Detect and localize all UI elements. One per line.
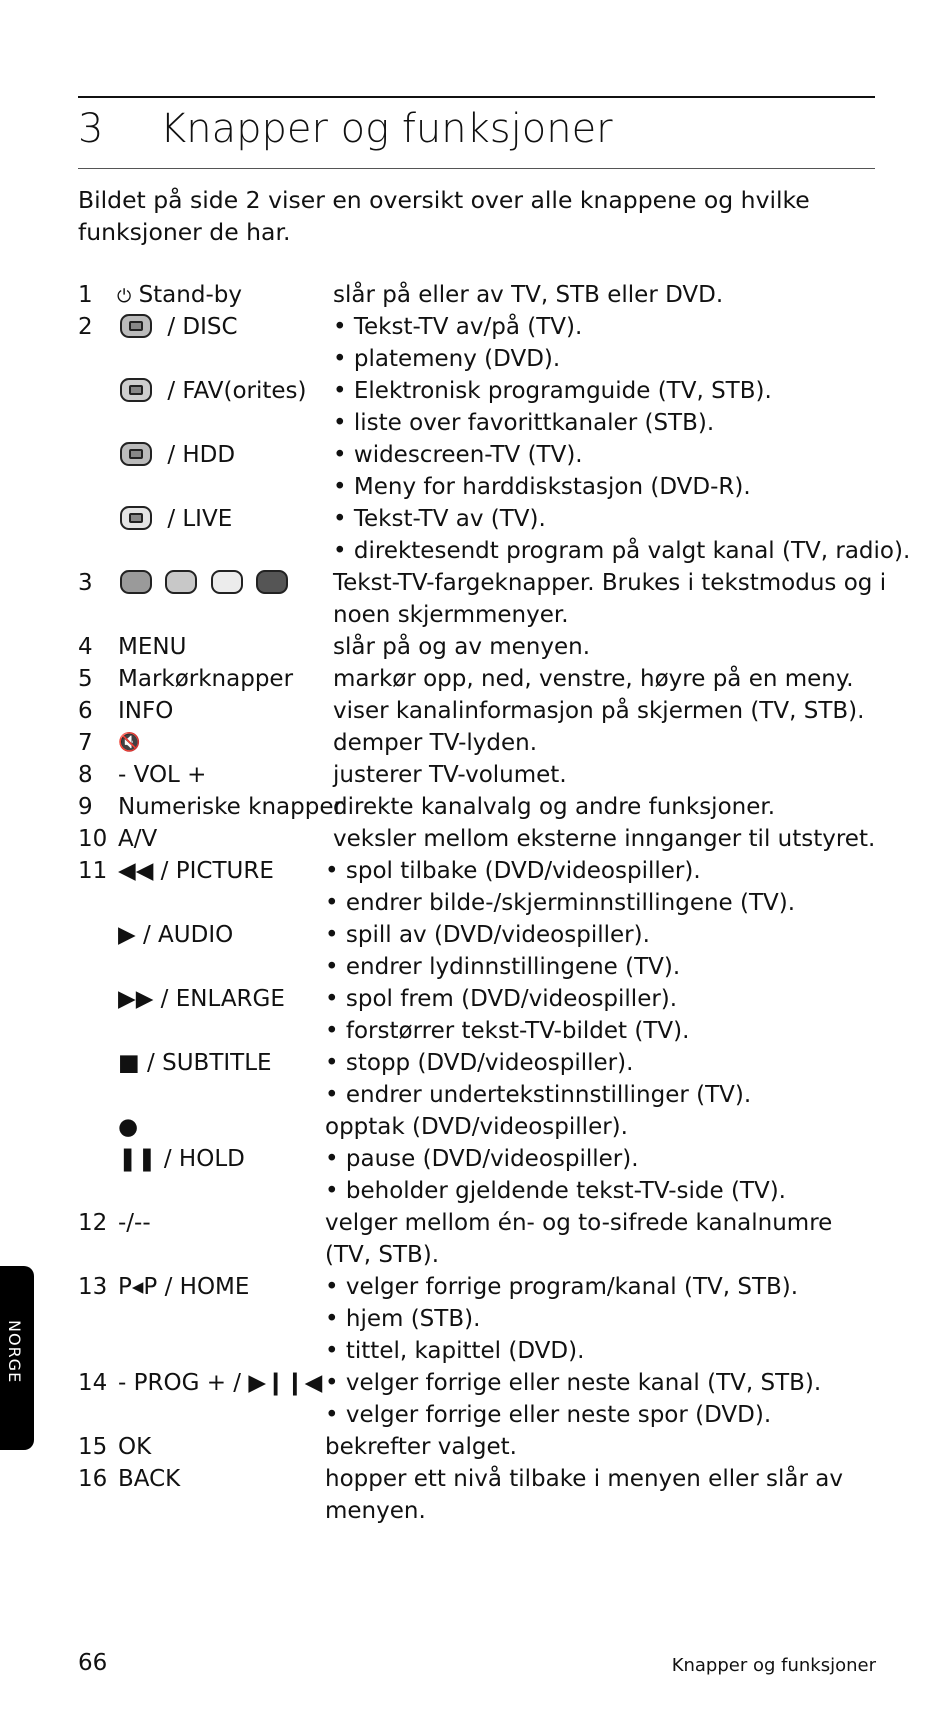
item-description: • velger forrige program/kanal (TV, STB).	[325, 1274, 799, 1300]
item-number: 1	[78, 282, 93, 308]
chapter-title: Knapper og funksjoner	[160, 106, 613, 152]
blue-button-icon	[256, 570, 288, 594]
item-description: • endrer lydinnstillingene (TV).	[325, 954, 681, 980]
key-label: ■ / SUBTITLE	[118, 1050, 272, 1076]
item-description: • endrer bilde-/skjerminnstillingene (TV).	[325, 890, 796, 916]
item-description: noen skjermmenyer.	[333, 602, 569, 628]
item-number: 7	[78, 730, 93, 756]
hdd-button-icon	[120, 442, 152, 466]
key-label: ◀◀ / PICTURE	[118, 858, 274, 884]
top-rule	[78, 96, 875, 98]
item-number: 6	[78, 698, 93, 724]
item-description: • velger forrige eller neste kanal (TV, STB).	[325, 1370, 822, 1396]
item-description: • spill av (DVD/videospiller).	[325, 922, 650, 948]
key-label: A/V	[118, 826, 158, 852]
item-description: • tittel, kapittel (DVD).	[325, 1338, 585, 1364]
mute-icon: 🔇	[118, 732, 141, 753]
item-description: • Meny for harddiskstasjon (DVD-R).	[333, 474, 751, 500]
item-description: • beholder gjeldende tekst-TV-side (TV).	[325, 1178, 786, 1204]
item-description: • spol tilbake (DVD/videospiller).	[325, 858, 701, 884]
item-number: 4	[78, 634, 93, 660]
page-number: 66	[78, 1650, 108, 1676]
item-description: • spol frem (DVD/videospiller).	[325, 986, 678, 1012]
red-button-icon	[120, 570, 152, 594]
item-description: • liste over favorittkanaler (STB).	[333, 410, 715, 436]
item-number: 13	[78, 1274, 108, 1300]
key-label: ▶▶ / ENLARGE	[118, 986, 285, 1012]
item-description: direkte kanalvalg og andre funksjoner.	[333, 794, 776, 820]
item-description: justerer TV-volumet.	[333, 762, 567, 788]
item-number: 3	[78, 570, 93, 596]
item-number: 5	[78, 666, 93, 692]
key-label: ▶ / AUDIO	[118, 922, 234, 948]
item-description: • endrer undertekstinnstillinger (TV).	[325, 1082, 752, 1108]
footer-title: Knapper og funksjoner	[671, 1655, 876, 1676]
item-description: (TV, STB).	[325, 1242, 440, 1268]
record-icon: ●	[118, 1114, 139, 1140]
intro-paragraph: Bildet på side 2 viser en oversikt over alle knappene og hvilke funksjoner de har.	[78, 186, 810, 246]
item-number: 2	[78, 314, 93, 340]
key-label: BACK	[118, 1466, 181, 1492]
item-description: slår på og av menyen.	[333, 634, 591, 660]
language-side-tab-label: NORGE	[5, 1320, 24, 1384]
key-label: OK	[118, 1434, 152, 1460]
chapter-number: 3	[78, 106, 104, 152]
fav-button-icon	[120, 378, 152, 402]
item-description: • Elektronisk programguide (TV, STB).	[333, 378, 772, 404]
key-label: / HDD	[120, 439, 235, 471]
item-description: bekrefter valget.	[325, 1434, 517, 1460]
key-label: MENU	[118, 634, 187, 660]
key-label: Numeriske knapper	[118, 794, 343, 820]
item-description: • platemeny (DVD).	[333, 346, 561, 372]
item-description: hopper ett nivå tilbake i menyen eller slår av	[325, 1466, 843, 1492]
title-rule	[78, 168, 875, 169]
disc-button-icon	[120, 314, 152, 338]
item-description: • widescreen-TV (TV).	[333, 442, 583, 468]
key-label: / FAV(orites)	[120, 375, 307, 407]
key-label: ⏻ Stand-by	[117, 282, 242, 308]
item-description: velger mellom én- og to-sifrede kanalnumre	[325, 1210, 833, 1236]
item-description: • forstørrer tekst-TV-bildet (TV).	[325, 1018, 690, 1044]
item-number: 14	[78, 1370, 108, 1396]
key-label: - VOL +	[118, 762, 207, 788]
item-description: opptak (DVD/videospiller).	[325, 1114, 628, 1140]
key-label: ❚❚ / HOLD	[118, 1146, 245, 1172]
key-label: - PROG + / ▶❙❙◀	[118, 1370, 323, 1396]
item-description: • Tekst-TV av/på (TV).	[333, 314, 583, 340]
item-description: Tekst-TV-fargeknapper. Brukes i tekstmodus og i	[333, 570, 887, 596]
item-description: • pause (DVD/videospiller).	[325, 1146, 639, 1172]
item-description: • velger forrige eller neste spor (DVD).	[325, 1402, 772, 1428]
item-description: markør opp, ned, venstre, høyre på en meny.	[333, 666, 854, 692]
green-button-icon	[165, 570, 197, 594]
item-description: slår på eller av TV, STB eller DVD.	[333, 282, 724, 308]
key-label: / DISC	[120, 311, 238, 343]
item-number: 11	[78, 858, 108, 884]
item-number: 8	[78, 762, 93, 788]
item-number: 12	[78, 1210, 108, 1236]
item-description: menyen.	[325, 1498, 426, 1524]
yellow-button-icon	[211, 570, 243, 594]
item-number: 10	[78, 826, 108, 852]
item-description: • stopp (DVD/videospiller).	[325, 1050, 634, 1076]
item-description: • Tekst-TV av (TV).	[333, 506, 546, 532]
standby-icon: ⏻	[117, 286, 132, 307]
color-buttons	[120, 567, 288, 599]
key-label: Markørknapper	[118, 666, 294, 692]
key-label: / LIVE	[120, 503, 232, 535]
item-description: viser kanalinformasjon på skjermen (TV, STB).	[333, 698, 865, 724]
item-description: demper TV-lyden.	[333, 730, 538, 756]
key-label: INFO	[118, 698, 174, 724]
key-label: P◂P / HOME	[118, 1274, 250, 1300]
key-label: -/--	[118, 1210, 151, 1236]
live-button-icon	[120, 506, 152, 530]
item-number: 15	[78, 1434, 108, 1460]
item-number: 9	[78, 794, 93, 820]
item-number: 16	[78, 1466, 108, 1492]
item-description: • hjem (STB).	[325, 1306, 481, 1332]
item-description: veksler mellom eksterne innganger til utstyret.	[333, 826, 876, 852]
item-description: • direktesendt program på valgt kanal (TV, radio).	[333, 538, 911, 564]
